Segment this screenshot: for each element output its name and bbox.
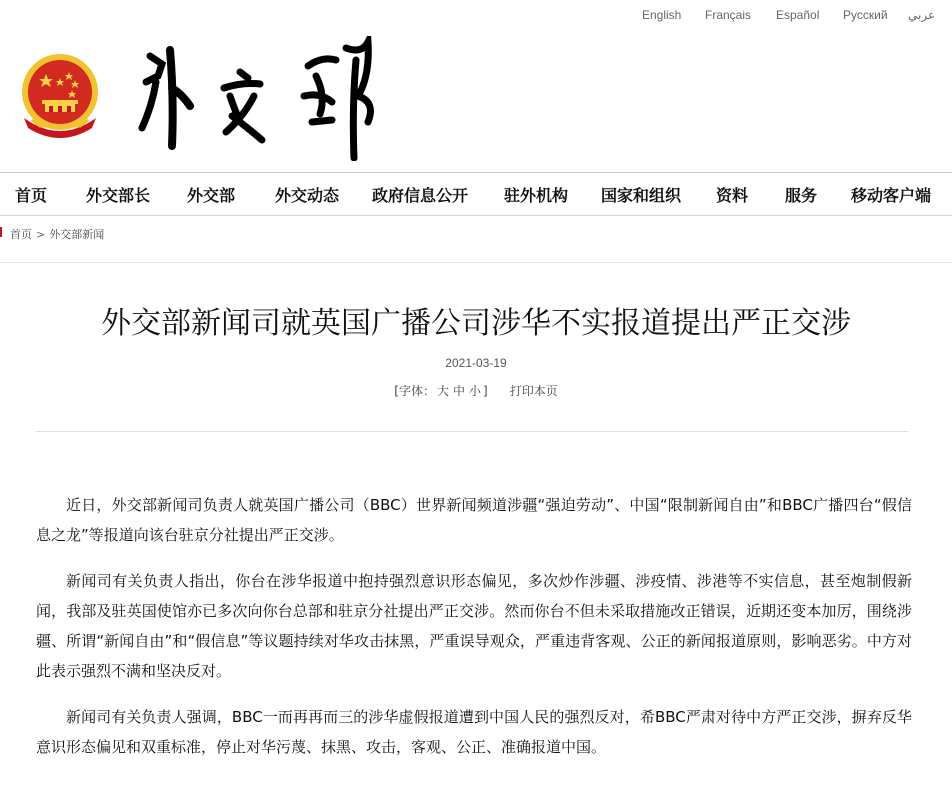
article-paragraph-2: 新闻司有关负责人指出，你台在涉华报道中抱持强烈意识形态偏见，多次炒作涉疆、涉疫情、涉港等不实信息，甚至炮制假新闻，我部及驻英国使馆亦已多次向你台总部和驻京分社提出严正交涉。然而你台不但未采取措施改正错误，近期还变本加厉，围绕涉疆、所谓“新闻自由”和“假信息”等议题持续对华攻击抹黑，严重误导观众，严重违背客观、公正的新闻报道原则，影响恶劣。中方对此表示强烈不满和坚决反对。 xyxy=(36,572,912,680)
nav-item-government-info[interactable]: 政府信息公开 xyxy=(372,186,469,205)
breadcrumb-separator: > xyxy=(36,228,46,241)
article-title: 外交部新闻司就英国广播公司涉华不实报道提出严正交涉 xyxy=(101,306,851,341)
font-size-large-button[interactable]: 大 xyxy=(436,384,449,398)
site-header xyxy=(0,0,952,172)
lang-russian-link[interactable]: Русский xyxy=(843,8,888,22)
national-emblem-icon[interactable] xyxy=(14,48,106,140)
font-size-control xyxy=(394,382,487,399)
lang-spanish-link[interactable]: Español xyxy=(776,8,820,22)
font-label-close: ] xyxy=(483,384,488,398)
lang-french-link[interactable]: Français xyxy=(705,8,752,22)
nav-item-mobile-client[interactable]: 移动客户端 xyxy=(851,186,932,205)
breadcrumb xyxy=(10,226,104,242)
font-label-open: [字体： xyxy=(394,384,435,398)
main-nav xyxy=(0,173,952,216)
breadcrumb-home-link[interactable]: 首页 xyxy=(10,228,32,241)
ministry-calligraphy-logo[interactable] xyxy=(132,36,402,161)
article-paragraph-1: 近日，外交部新闻司负责人就英国广播公司（BBC）世界新闻频道涉疆“强迫劳动”、中国“限制新闻自由”和BBC广播四台“假信息之龙”等报道向该台驻京分社提出严正交涉。 xyxy=(36,496,912,544)
nav-item-resources[interactable]: 资料 xyxy=(716,186,749,205)
nav-item-services[interactable]: 服务 xyxy=(785,186,818,205)
font-size-medium-button[interactable]: 中 xyxy=(452,384,465,398)
breadcrumb-current-link[interactable]: 外交部新闻 xyxy=(49,228,105,241)
article-divider xyxy=(36,431,908,432)
nav-item-ministry[interactable]: 外交部 xyxy=(187,186,236,205)
breadcrumb-band xyxy=(0,216,952,263)
nav-item-diplomatic-news[interactable]: 外交动态 xyxy=(275,186,340,205)
article-tools xyxy=(0,382,952,399)
lang-english-link[interactable]: English xyxy=(642,8,682,22)
article-paragraph-3: 新闻司有关负责人强调，BBC一而再再而三的涉华虚假报道遭到中国人民的强烈反对，希BBC严肃对待中方严正交涉，摒弃反华意识形态偏见和双重标准，停止对华污蔑、抹黑、攻击，客观、公正、准确报道中国。 xyxy=(36,708,912,756)
print-page-link[interactable]: 打印本页 xyxy=(509,384,558,398)
nav-item-minister[interactable]: 外交部长 xyxy=(86,186,151,205)
nav-item-home[interactable]: 首页 xyxy=(15,186,48,205)
nav-item-countries[interactable]: 国家和组织 xyxy=(601,186,682,205)
lang-arabic-link[interactable]: عربي xyxy=(908,8,936,22)
font-size-small-button[interactable]: 小 xyxy=(469,384,482,398)
nav-item-missions-abroad[interactable]: 驻外机构 xyxy=(504,186,569,205)
article-body xyxy=(36,490,912,778)
breadcrumb-marker xyxy=(0,227,2,237)
article-date: 2021-03-19 xyxy=(445,356,507,370)
